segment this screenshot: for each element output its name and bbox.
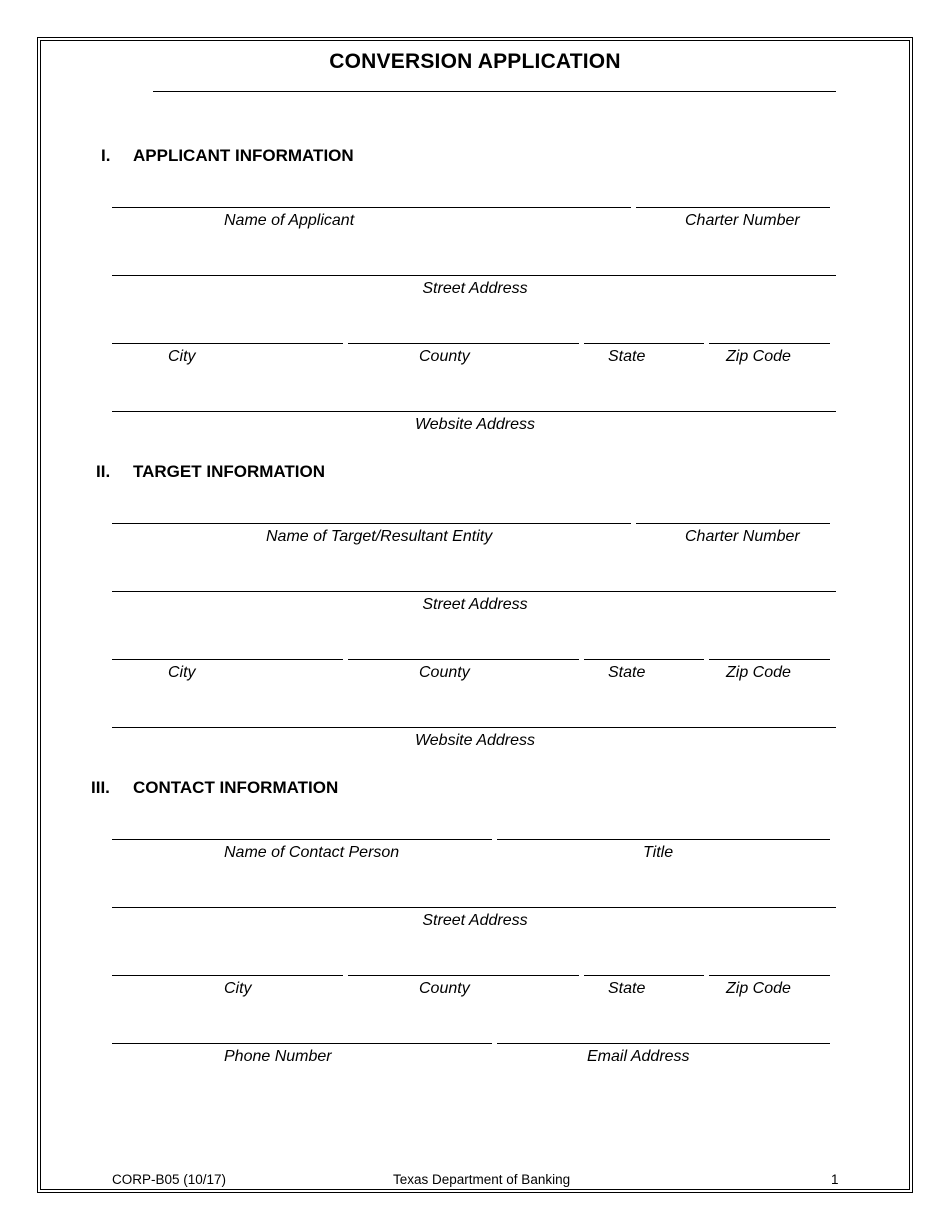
contact-city-field[interactable] bbox=[112, 975, 343, 976]
target-city-label: City bbox=[168, 664, 196, 681]
contact-street-field[interactable] bbox=[112, 907, 836, 908]
applicant-charter-label: Charter Number bbox=[685, 212, 800, 229]
contact-email-field[interactable] bbox=[497, 1043, 830, 1044]
applicant-street-field[interactable] bbox=[112, 275, 836, 276]
target-zip-label: Zip Code bbox=[726, 664, 791, 681]
applicant-website-field[interactable] bbox=[112, 411, 836, 412]
section-title-contact: CONTACT INFORMATION bbox=[133, 778, 339, 797]
applicant-county-field[interactable] bbox=[348, 343, 579, 344]
target-street-label: Street Address bbox=[422, 596, 528, 613]
section-number-contact: III. bbox=[91, 778, 110, 797]
applicant-county-label: County bbox=[419, 348, 470, 365]
contact-email-label: Email Address bbox=[587, 1048, 690, 1065]
contact-zip-label: Zip Code bbox=[726, 980, 791, 997]
applicant-zip-label: Zip Code bbox=[726, 348, 791, 365]
applicant-city-field[interactable] bbox=[112, 343, 343, 344]
section-title-applicant: APPLICANT INFORMATION bbox=[133, 146, 354, 165]
contact-phone-field[interactable] bbox=[112, 1043, 492, 1044]
applicant-state-field[interactable] bbox=[584, 343, 704, 344]
applicant-name-label: Name of Applicant bbox=[224, 212, 355, 229]
target-charter-label: Charter Number bbox=[685, 528, 800, 545]
applicant-state-label: State bbox=[608, 348, 646, 365]
applicant-city-label: City bbox=[168, 348, 196, 365]
contact-title-label: Title bbox=[643, 844, 674, 861]
footer-form-id: CORP-B05 (10/17) bbox=[112, 1172, 227, 1187]
target-state-field[interactable] bbox=[584, 659, 704, 660]
contact-street-label: Street Address bbox=[422, 912, 528, 929]
form-title: CONVERSION APPLICATION bbox=[329, 50, 621, 73]
target-name-field[interactable] bbox=[112, 523, 631, 524]
footer-agency: Texas Department of Banking bbox=[393, 1172, 571, 1187]
section-title-target: TARGET INFORMATION bbox=[133, 462, 326, 481]
applicant-website-label: Website Address bbox=[414, 416, 536, 433]
contact-name-label: Name of Contact Person bbox=[224, 844, 400, 861]
target-street-field[interactable] bbox=[112, 591, 836, 592]
section-number-target: II. bbox=[96, 462, 111, 481]
target-website-field[interactable] bbox=[112, 727, 836, 728]
contact-zip-field[interactable] bbox=[709, 975, 830, 976]
title-underline bbox=[153, 91, 836, 92]
target-city-field[interactable] bbox=[112, 659, 343, 660]
footer-page-number: 1 bbox=[831, 1172, 839, 1187]
applicant-zip-field[interactable] bbox=[709, 343, 830, 344]
target-county-field[interactable] bbox=[348, 659, 579, 660]
target-charter-field[interactable] bbox=[636, 523, 830, 524]
section-number-applicant: I. bbox=[101, 146, 111, 165]
contact-state-field[interactable] bbox=[584, 975, 704, 976]
target-zip-field[interactable] bbox=[709, 659, 830, 660]
target-name-label: Name of Target/Resultant Entity bbox=[266, 528, 493, 545]
contact-city-label: City bbox=[224, 980, 252, 997]
applicant-charter-field[interactable] bbox=[636, 207, 830, 208]
target-website-label: Website Address bbox=[414, 732, 536, 749]
contact-name-field[interactable] bbox=[112, 839, 492, 840]
contact-title-field[interactable] bbox=[497, 839, 830, 840]
applicant-name-field[interactable] bbox=[112, 207, 631, 208]
contact-state-label: State bbox=[608, 980, 646, 997]
contact-county-label: County bbox=[419, 980, 470, 997]
target-county-label: County bbox=[419, 664, 470, 681]
contact-county-field[interactable] bbox=[348, 975, 579, 976]
contact-phone-label: Phone Number bbox=[224, 1048, 332, 1065]
applicant-street-label: Street Address bbox=[422, 280, 528, 297]
target-state-label: State bbox=[608, 664, 646, 681]
